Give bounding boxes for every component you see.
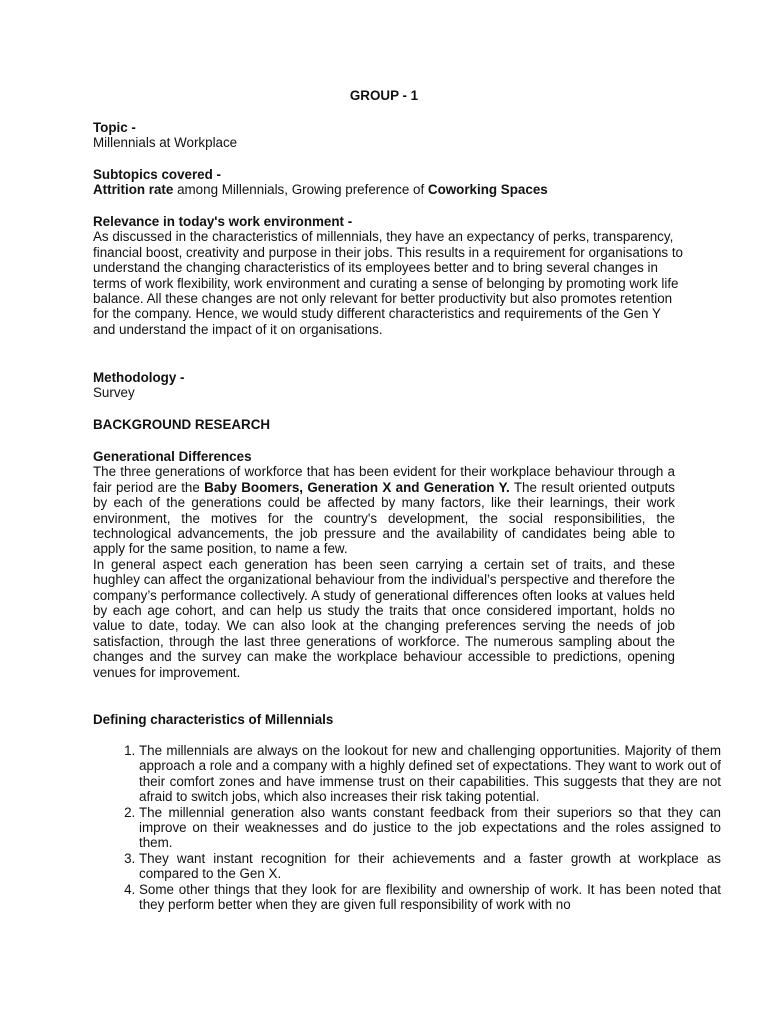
subtopics-section bbox=[93, 167, 675, 198]
subtopic-connector: among Millennials, Growing preference of bbox=[173, 182, 428, 198]
subtopics-heading: Subtopics covered - bbox=[93, 167, 221, 182]
list-item: 1. The millennials are always on the lookout for new and challenging opportunities. Majority of them approach a role and a company with a highly defined set of expectations. They want to work out of their comfort zones and have immense trust on their capabilities. This suggests that they are not afraid to switch jobs, which also increases their risk taking potential. bbox=[139, 743, 721, 805]
topic-section bbox=[93, 120, 675, 151]
defining-list bbox=[93, 743, 721, 912]
subtopic-attrition: Attrition rate bbox=[93, 182, 174, 198]
subtopic-coworking: Coworking Spaces bbox=[427, 182, 548, 198]
generational-p1-bold: Baby Boomers, Generation X and Generation Y. bbox=[204, 479, 510, 495]
generational-p1-end: The result oriented outputs by each of the generations could be affected by many factors, like their learnings, their work environment, the motives for the country's development, the social responsibilities, the technological advancements, the job pressure and the availability of candidates being able to apply for the same position, to name a few. bbox=[93, 479, 675, 557]
list-item: 2. The millennial generation also wants constant feedback from their superiors so that they can improve on their weaknesses and do justice to the job expectations and the roles assigned to them. bbox=[139, 805, 721, 851]
generational-section bbox=[93, 449, 675, 680]
background-heading: BACKGROUND RESEARCH bbox=[93, 417, 271, 432]
relevance-text: As discussed in the characteristics of millennials, they have an expectancy of perks, transparency, financial boost, creativity and purpose in their jobs. This results in a requirement for organisations to understand the changing characteristics of its employees better and to bring several changes in terms of work flexibility, work environment and curating a sense of belonging by promoting work life balance. All these changes are not only relevant for better productivity but also promotes retention for the company. Hence, we would study different characteristics and requirements of the Gen Y and understand the impact of it on organisations. bbox=[93, 229, 683, 337]
topic-value: Millennials at Workplace bbox=[93, 135, 238, 151]
generational-p2: In general aspect each generation has been seen carrying a certain set of traits, and these hughley can affect the organizational behaviour from the individual’s perspective and therefore the company’s performance collectively. A study of generational differences often looks at values held by each age cohort, and can help us study the traits that once considered important, holds no value to date, today. We can also look at the changing preferences serving the needs of job satisfaction, through the last three generations of workforce. The numerous sampling about the changes and the survey can make the workplace behaviour accessible to predictions, opening venues for improvement. bbox=[93, 556, 675, 680]
list-item: 4. Some other things that they look for are flexibility and ownership of work. It has been noted that they perform better when they are given full responsibility of work with no bbox=[139, 882, 721, 913]
topic-heading: Topic - bbox=[93, 120, 136, 135]
methodology-section bbox=[93, 370, 675, 401]
relevance-heading: Relevance in today's work environment - bbox=[93, 214, 353, 229]
document-title: GROUP - 1 bbox=[349, 88, 419, 103]
methodology-value: Survey bbox=[93, 385, 135, 401]
defining-heading: Defining characteristics of Millennials bbox=[93, 712, 334, 727]
generational-p1-start: The three generations of workforce that has been evident for their workplace behaviour through a fair period are the bbox=[93, 464, 675, 495]
generational-heading: Generational Differences bbox=[93, 449, 252, 464]
list-item: 3. They want instant recognition for their achievements and a faster growth at workplace as compared to the Gen X. bbox=[139, 851, 721, 882]
methodology-heading: Methodology - bbox=[93, 370, 185, 385]
relevance-section bbox=[93, 214, 683, 337]
